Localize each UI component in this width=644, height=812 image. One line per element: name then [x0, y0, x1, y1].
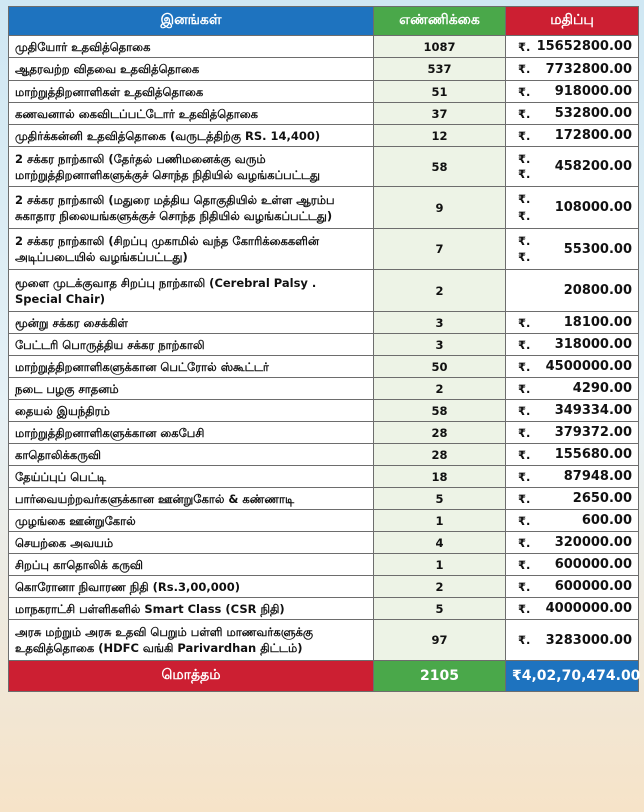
row-value-cell [506, 187, 639, 229]
row-value: 7732800.00 [545, 61, 632, 77]
row-count: 3 [374, 312, 506, 334]
currency-symbol: ₹. [518, 469, 531, 484]
row-value-cell [506, 620, 639, 661]
row-value-cell [506, 444, 639, 466]
row-value-cell [506, 510, 639, 532]
currency-symbol: ₹. [518, 167, 531, 181]
table-row [9, 510, 639, 532]
row-value: 379372.00 [554, 425, 632, 440]
row-item-name: மாநகராட்சி பள்ளிகளில் Smart Class (CSR நிதி) [9, 598, 374, 620]
row-value-cell [506, 554, 639, 576]
total-row [9, 661, 639, 692]
row-count: 537 [374, 58, 506, 81]
row-item-name: தையல் இயந்திரம் [9, 400, 374, 422]
row-count: 2 [374, 576, 506, 598]
table-row [9, 488, 639, 510]
table-row [9, 229, 639, 270]
table-row [9, 378, 639, 400]
row-count: 97 [374, 620, 506, 661]
row-value: 155680.00 [554, 447, 632, 462]
row-value: 87948.00 [563, 469, 632, 484]
currency-symbol: ₹. [518, 234, 531, 248]
currency-symbol: ₹. [518, 106, 531, 121]
row-item-name: கணவனால் கைவிடப்பட்டோர் உதவித்தொகை [9, 103, 374, 125]
row-count: 37 [374, 103, 506, 125]
header-item: இனங்கள் [9, 7, 374, 36]
row-value: 18100.00 [563, 315, 632, 330]
row-value: 2650.00 [572, 491, 632, 506]
row-count: 3 [374, 334, 506, 356]
currency-symbol: ₹. [518, 84, 531, 99]
row-value: 108000.00 [554, 200, 632, 215]
currency-symbol: ₹. [518, 250, 531, 264]
row-value-cell [506, 312, 639, 334]
row-item-name: அரசு மற்றும் அரசு உதவி பெறும் பள்ளி மாணவர்களுக்கு உதவித்தொகை (HDFC வங்கி Parivardhan திட்டம்) [9, 620, 374, 661]
row-count: 51 [374, 81, 506, 103]
table-row [9, 466, 639, 488]
currency-symbol: ₹. [518, 62, 531, 76]
table-row [9, 400, 639, 422]
row-value-cell [506, 422, 639, 444]
row-value: 4500000.00 [545, 359, 632, 374]
summary-table [8, 6, 639, 692]
row-item-name: பேட்டரி பொருத்திய சக்கர நாற்காலி [9, 334, 374, 356]
table-row [9, 125, 639, 147]
row-count: 50 [374, 356, 506, 378]
row-value: 349334.00 [554, 403, 632, 418]
row-value: 600000.00 [554, 579, 632, 594]
currency-symbol: ₹. [518, 601, 531, 616]
row-item-name: மாற்றுத்திறனாளிகள் உதவித்தொகை [9, 81, 374, 103]
currency-symbol: ₹. [518, 425, 531, 440]
currency-symbol: ₹. [518, 403, 531, 418]
row-item-name: ஆதரவற்ற விதவை உதவித்தொகை [9, 58, 374, 81]
row-item-name: செயற்கை அவயம் [9, 532, 374, 554]
row-item-name: முதிர்க்கன்னி உதவித்தொகை (வருடத்திற்கு RS. 14,400) [9, 125, 374, 147]
row-value-cell [506, 598, 639, 620]
table-row [9, 103, 639, 125]
summary-table-container [8, 6, 641, 692]
table-row [9, 356, 639, 378]
table-row [9, 576, 639, 598]
table-row [9, 147, 639, 187]
table-row [9, 187, 639, 229]
currency-symbol: ₹. [518, 513, 531, 528]
currency-symbol: ₹. [518, 315, 531, 330]
currency-symbol: ₹. [518, 447, 531, 462]
table-row [9, 270, 639, 312]
row-count: 7 [374, 229, 506, 270]
row-item-name: 2 சக்கர நாற்காலி (மதுரை மத்திய தொகுதியில் உள்ள ஆரம்ப சுகாதார நிலையங்களுக்குச் சொந்த நிதியில் வழங்கப்பட்டது) [9, 187, 374, 229]
total-count: 2105 [374, 661, 506, 692]
row-item-name: பார்வையற்றவர்களுக்கான ஊன்றுகோல் & கண்ணாடி [9, 488, 374, 510]
row-count: 1 [374, 510, 506, 532]
row-count: 5 [374, 488, 506, 510]
row-value-cell [506, 488, 639, 510]
row-count: 58 [374, 400, 506, 422]
currency-symbol: ₹. [518, 633, 531, 647]
row-value-cell [506, 58, 639, 81]
row-value: 320000.00 [554, 535, 632, 550]
row-value-cell [506, 125, 639, 147]
row-item-name: மூளை முடக்குவாத சிறப்பு நாற்காலி (Cerebral Palsy . Special Chair) [9, 270, 374, 312]
row-value-cell [506, 576, 639, 598]
row-value: 4290.00 [572, 381, 632, 396]
row-value-cell [506, 466, 639, 488]
row-value-cell [506, 532, 639, 554]
row-value-cell [506, 334, 639, 356]
row-count: 1 [374, 554, 506, 576]
row-count: 1087 [374, 36, 506, 58]
row-value-cell [506, 36, 639, 58]
table-row [9, 312, 639, 334]
currency-symbol: ₹. [518, 491, 531, 506]
row-value: 20800.00 [563, 283, 632, 298]
row-count: 2 [374, 378, 506, 400]
currency-symbol: ₹. [518, 192, 531, 206]
row-value: 4000000.00 [545, 601, 632, 616]
row-item-name: 2 சக்கர நாற்காலி (சிறப்பு முகாமில் வந்த கோரிக்கைகளின் அடிப்படையில் வழங்கப்பட்டது) [9, 229, 374, 270]
row-value: 458200.00 [554, 159, 632, 174]
row-value: 600.00 [581, 513, 632, 528]
row-value: 55300.00 [563, 241, 632, 257]
row-count: 9 [374, 187, 506, 229]
row-value-cell [506, 81, 639, 103]
row-value-cell [506, 229, 639, 270]
row-item-name: தேய்ப்புப் பெட்டி [9, 466, 374, 488]
total-value: ₹4,02,70,474.00 [506, 661, 639, 692]
currency-symbol: ₹. [518, 128, 531, 143]
table-row [9, 36, 639, 58]
table-row [9, 598, 639, 620]
header-value: மதிப்பு [506, 7, 639, 36]
table-row [9, 532, 639, 554]
table-row [9, 620, 639, 661]
currency-symbol: ₹. [518, 557, 531, 572]
row-count: 4 [374, 532, 506, 554]
row-item-name: காதொலிக்கருவி [9, 444, 374, 466]
table-row [9, 554, 639, 576]
table-row [9, 81, 639, 103]
row-count: 28 [374, 422, 506, 444]
row-item-name: முழங்கை ஊன்றுகோல் [9, 510, 374, 532]
table-row [9, 422, 639, 444]
currency-symbol: ₹. [518, 209, 531, 223]
currency-symbol: ₹. [518, 359, 531, 374]
row-value-cell [506, 147, 639, 187]
currency-symbol: ₹. [518, 381, 531, 396]
currency-symbol: ₹. [518, 337, 531, 352]
row-value-cell [506, 400, 639, 422]
row-item-name: மூன்று சக்கர சைக்கிள் [9, 312, 374, 334]
row-count: 58 [374, 147, 506, 187]
row-value-cell [506, 378, 639, 400]
row-count: 12 [374, 125, 506, 147]
table-row [9, 444, 639, 466]
row-value-cell [506, 356, 639, 378]
header-count: எண்ணிக்கை [374, 7, 506, 36]
currency-symbol: ₹. [518, 152, 531, 166]
row-count: 28 [374, 444, 506, 466]
row-item-name: கொரோனா நிவாரண நிதி (Rs.3,00,000) [9, 576, 374, 598]
row-value: 918000.00 [554, 84, 632, 99]
total-label: மொத்தம் [9, 661, 374, 692]
row-value-cell [506, 103, 639, 125]
currency-symbol: ₹. [518, 535, 531, 550]
table-row [9, 58, 639, 81]
row-item-name: மாற்றுத்திறனாளிகளுக்கான பெட்ரோல் ஸ்கூட்டர் [9, 356, 374, 378]
row-value: 172800.00 [554, 128, 632, 143]
table-body [9, 36, 639, 661]
row-value: 600000.00 [554, 557, 632, 572]
row-count: 2 [374, 270, 506, 312]
row-value: 15652800.00 [536, 39, 632, 54]
row-value: 3283000.00 [545, 632, 632, 648]
table-row [9, 334, 639, 356]
table-header-row [9, 7, 639, 36]
currency-symbol: ₹. [518, 39, 531, 54]
currency-symbol: ₹. [518, 579, 531, 594]
row-item-name: சிறப்பு காதொலிக் கருவி [9, 554, 374, 576]
row-item-name: மாற்றுத்திறனாளிகளுக்கான கைபேசி [9, 422, 374, 444]
row-item-name: 2 சக்கர நாற்காலி (தேர்தல் பணிமனைக்கு வரும் மாற்றுத்திறனாளிகளுக்குச் சொந்த நிதியில் வழங்கப்பட்டது [9, 147, 374, 187]
row-item-name: முதியோர் உதவித்தொகை [9, 36, 374, 58]
row-item-name: நடை பழகு சாதனம் [9, 378, 374, 400]
row-value: 532800.00 [554, 106, 632, 121]
row-value: 318000.00 [554, 337, 632, 352]
row-count: 5 [374, 598, 506, 620]
row-value-cell [506, 270, 639, 312]
row-count: 18 [374, 466, 506, 488]
